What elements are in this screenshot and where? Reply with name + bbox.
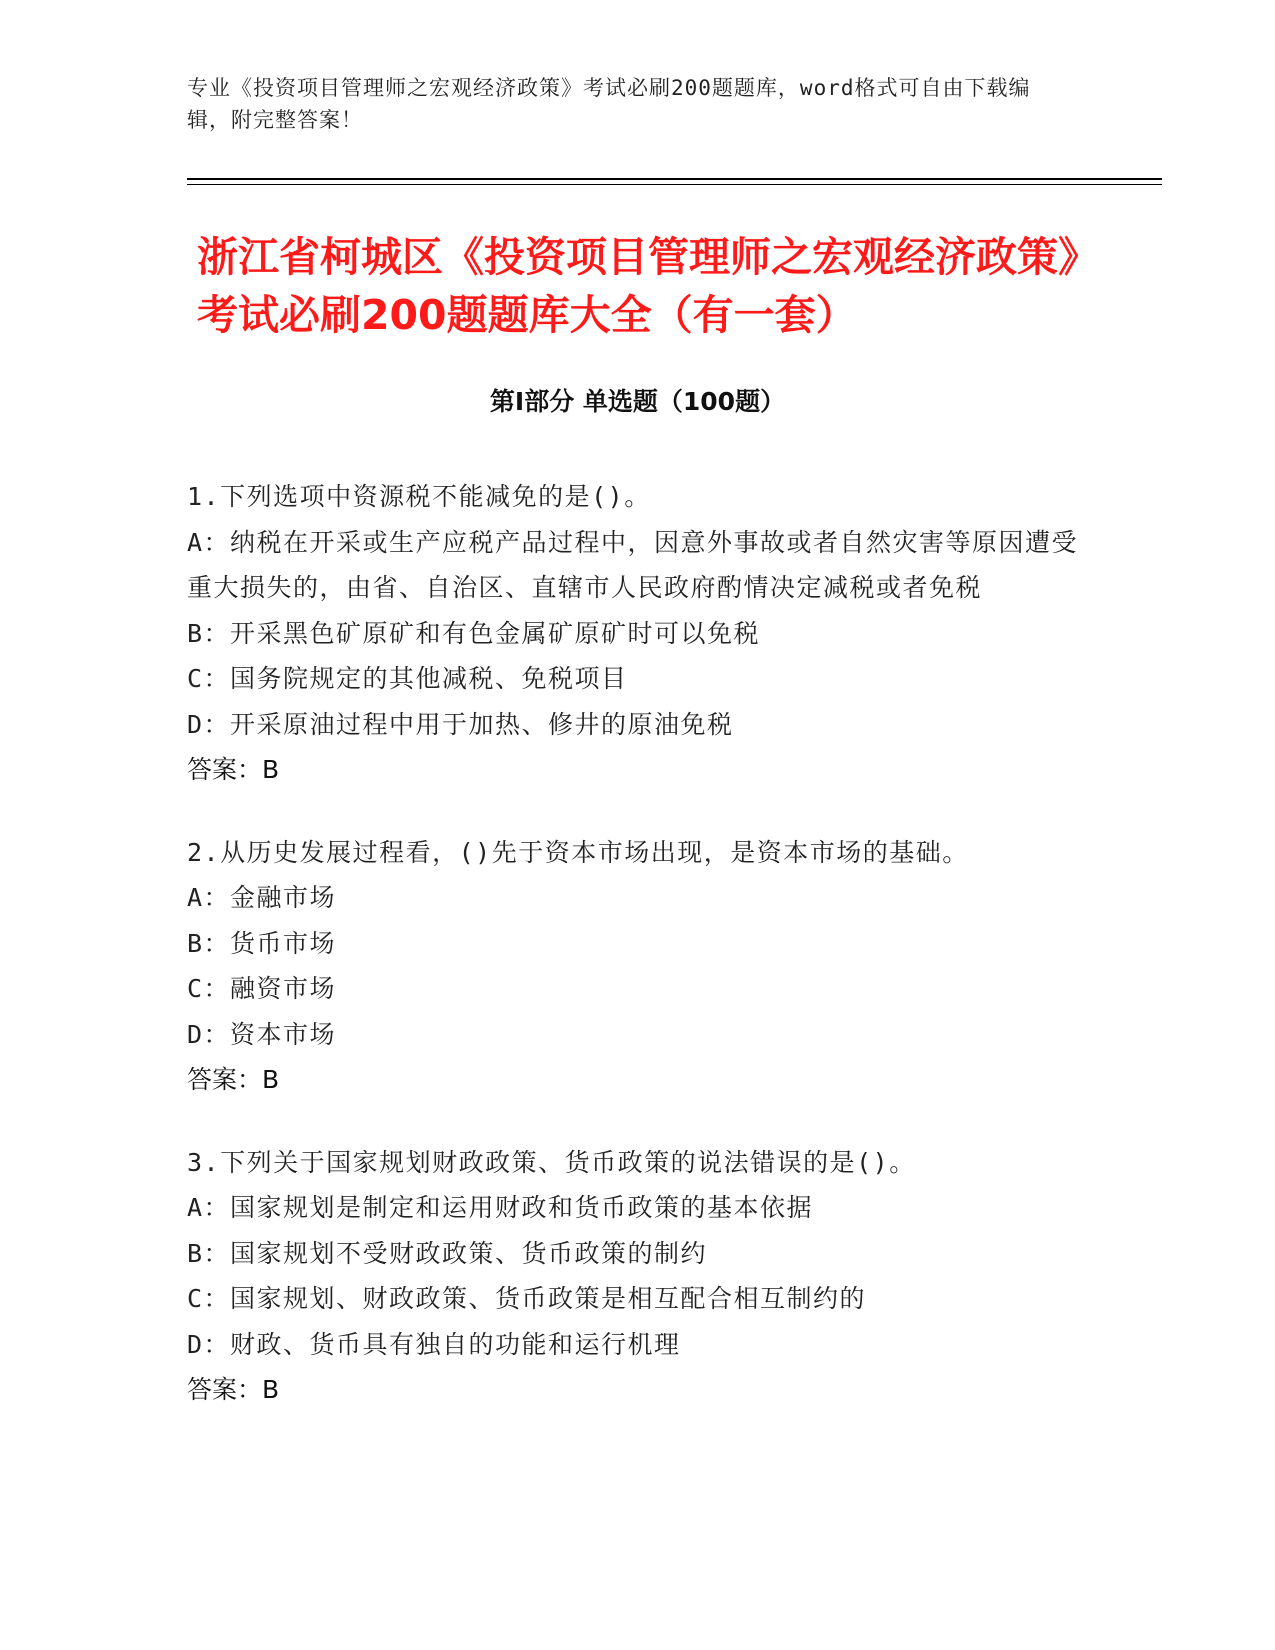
option-d: D：资本市场 (187, 1019, 337, 1049)
option-a: A：金融市场 (187, 883, 337, 912)
question-list (187, 474, 1082, 1450)
question-stem: 2.从历史发展过程看，()先于资本市场出现，是资本市场的基础。 (187, 837, 969, 867)
question-3 (187, 1140, 1082, 1413)
option-b: B：货币市场 (187, 928, 337, 958)
option-d: D：财政、货币具有独自的功能和运行机理 (187, 1329, 681, 1359)
question-2 (187, 830, 1082, 1103)
option-c: C：融资市场 (187, 974, 337, 1003)
option-d: D：开采原油过程中用于加热、修井的原油免税 (187, 709, 734, 739)
option-b: B：开采黑色矿原矿和有色金属矿原矿时可以免税 (187, 618, 761, 648)
option-a: A：纳税在开采或生产应税产品过程中，因意外事故或者自然灾害等原因遭受重大损失的，由省、自治区、直辖市人民政府酌情决定减税或者免税 (187, 527, 1079, 602)
header-note: 专业《投资项目管理师之宏观经济政策》考试必刷200题题库，word格式可自由下载编辑，附完整答案！ (187, 76, 1031, 132)
option-c: C：国务院规定的其他减税、免税项目 (187, 664, 628, 693)
option-c: C：国家规划、财政政策、货币政策是相互配合相互制约的 (187, 1284, 867, 1313)
header-rule-thin (187, 184, 1162, 185)
document-title: 浙江省柯城区《投资项目管理师之宏观经济政策》考试必刷200题题库大全（有一套） (197, 233, 1079, 339)
question-1 (187, 474, 1082, 793)
option-b: B：国家规划不受财政政策、货币政策的制约 (187, 1238, 708, 1268)
option-a: A：国家规划是制定和运用财政和货币政策的基本依据 (187, 1193, 814, 1222)
question-stem: 3.下列关于国家规划财政政策、货币政策的说法错误的是()。 (187, 1147, 916, 1177)
answer: 答案：B (187, 755, 280, 784)
answer: 答案：B (187, 1065, 280, 1094)
question-stem: 1.下列选项中资源税不能减免的是()。 (187, 482, 651, 511)
section-heading: 第I部分 单选题（100题） (489, 387, 786, 416)
answer: 答案：B (187, 1375, 280, 1404)
header-rule-thick (187, 178, 1162, 180)
